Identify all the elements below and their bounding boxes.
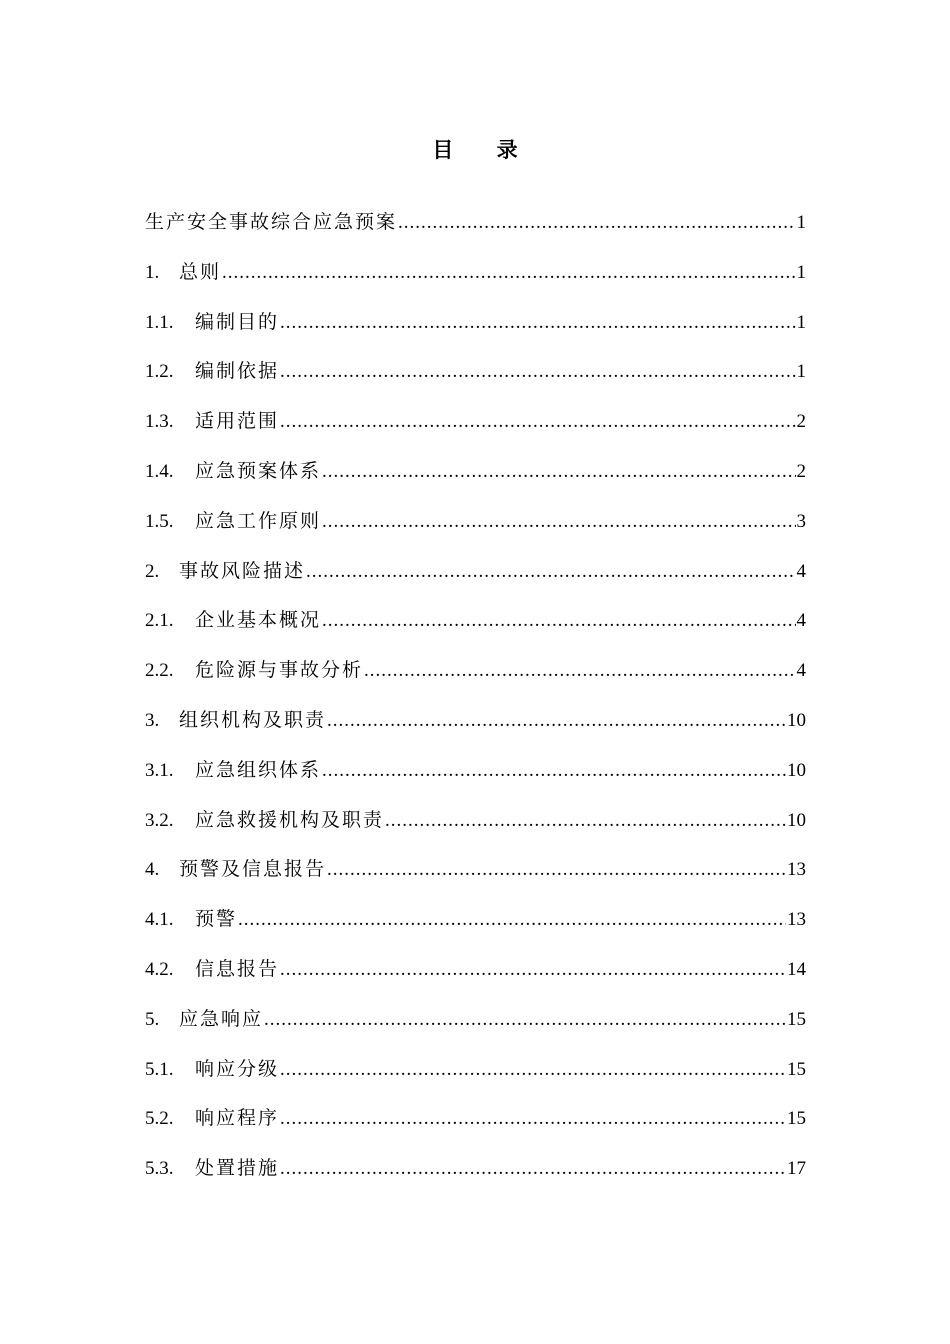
- toc-entry-page-number: 14: [787, 958, 806, 980]
- toc-entry-number: 3.: [145, 709, 160, 731]
- toc-entry-page-number: 10: [787, 709, 806, 731]
- toc-entry[interactable]: [145, 557, 806, 607]
- toc-entry-page-number: 10: [787, 809, 806, 831]
- toc-entry-number: 5.1.: [145, 1058, 174, 1080]
- toc-entry-page-number: 2: [796, 411, 806, 433]
- toc-entry-number: 1.2.: [145, 361, 174, 383]
- toc-dot-leader: [327, 707, 786, 735]
- toc-entry-title: 处置措施: [195, 1157, 280, 1180]
- toc-entry-title: 应急预案体系: [195, 459, 322, 482]
- toc-entry[interactable]: [145, 806, 806, 856]
- toc-entry-title: 适用范围: [195, 410, 280, 433]
- toc-entry-page-number: 4: [796, 610, 806, 632]
- toc-entry[interactable]: [145, 656, 806, 706]
- toc-entry-title: 应急响应: [179, 1007, 264, 1030]
- toc-entry-title: 应急救援机构及职责: [195, 808, 385, 831]
- toc-entry-title: 生产安全事故综合应急预案: [145, 211, 398, 233]
- toc-entry-number: 3.1.: [145, 759, 174, 781]
- toc-entry-page-number: 17: [787, 1158, 806, 1180]
- toc-entry[interactable]: [145, 855, 806, 905]
- toc-dot-leader: [280, 1155, 786, 1183]
- toc-entry-number: 5.3.: [145, 1158, 174, 1180]
- toc-entry-number: 2.2.: [145, 660, 174, 682]
- toc-entry-page-number: 15: [787, 1008, 806, 1030]
- toc-entry-page-number: 3: [796, 510, 806, 532]
- toc-dot-leader: [280, 309, 795, 337]
- toc-dot-leader: [280, 956, 786, 984]
- toc-list: [145, 208, 806, 1204]
- toc-entry-title: 事故风险描述: [179, 559, 306, 582]
- toc-entry-title: 企业基本概况: [195, 609, 322, 632]
- toc-entry-number: 5.: [145, 1008, 160, 1030]
- toc-entry-number: 1.1.: [145, 311, 174, 333]
- toc-entry-title: 危险源与事故分析: [195, 659, 364, 682]
- toc-entry-number: 4.2.: [145, 958, 174, 980]
- toc-entry-page-number: 13: [787, 859, 806, 881]
- toc-entry-page-number: 1: [796, 261, 806, 283]
- toc-entry-number: 2.: [145, 560, 160, 582]
- toc-dot-leader: [364, 657, 795, 685]
- toc-entry-title: 预警: [195, 908, 238, 931]
- toc-entry-title: 编制目的: [195, 310, 280, 333]
- toc-entry-number: 1.4.: [145, 460, 174, 482]
- toc-entry[interactable]: [145, 1104, 806, 1154]
- toc-entry-title: 编制依据: [195, 360, 280, 383]
- toc-entry[interactable]: [145, 507, 806, 557]
- toc-entry-page-number: 15: [787, 1058, 806, 1080]
- toc-dot-leader: [280, 1056, 786, 1084]
- toc-entry-number: 1.5.: [145, 510, 174, 532]
- toc-entry[interactable]: [145, 1055, 806, 1105]
- toc-dot-leader: [327, 856, 786, 884]
- toc-entry-number: 4.: [145, 859, 160, 881]
- toc-entry[interactable]: [145, 308, 806, 358]
- toc-dot-leader: [280, 408, 795, 436]
- toc-entry[interactable]: [145, 457, 806, 507]
- toc-entry-number: 1.3.: [145, 411, 174, 433]
- toc-entry[interactable]: [145, 1154, 806, 1204]
- toc-entry-number: 1.: [145, 261, 160, 283]
- toc-entry-number: 4.1.: [145, 909, 174, 931]
- toc-entry[interactable]: [145, 1005, 806, 1055]
- toc-entry[interactable]: [145, 756, 806, 806]
- toc-dot-leader: [385, 807, 786, 835]
- toc-entry[interactable]: [145, 407, 806, 457]
- toc-entry-page-number: 2: [796, 460, 806, 482]
- toc-entry-title: 预警及信息报告: [179, 858, 327, 881]
- toc-entry[interactable]: [145, 208, 806, 258]
- toc-entry-title: 响应分级: [195, 1057, 280, 1080]
- toc-entry-title: 信息报告: [195, 957, 280, 980]
- toc-dot-leader: [322, 508, 795, 536]
- toc-dot-leader: [322, 757, 786, 785]
- toc-dot-leader: [264, 1006, 786, 1034]
- toc-entry-page-number: 1: [796, 311, 806, 333]
- toc-entry-page-number: 1: [796, 212, 806, 233]
- toc-entry[interactable]: [145, 706, 806, 756]
- toc-entry-page-number: 13: [787, 909, 806, 931]
- toc-entry[interactable]: [145, 606, 806, 656]
- toc-entry[interactable]: [145, 905, 806, 955]
- toc-entry-title: 响应程序: [195, 1107, 280, 1130]
- toc-dot-leader: [306, 558, 795, 586]
- toc-entry-title: 应急工作原则: [195, 509, 322, 532]
- toc-entry-page-number: 10: [787, 759, 806, 781]
- toc-entry-number: 5.2.: [145, 1108, 174, 1130]
- toc-entry-title: 组织机构及职责: [179, 708, 327, 731]
- toc-entry-title: 总则: [179, 260, 222, 283]
- toc-entry-number: 3.2.: [145, 809, 174, 831]
- toc-entry-page-number: 4: [796, 560, 806, 582]
- toc-entry[interactable]: [145, 258, 806, 308]
- toc-entry-page-number: 15: [787, 1108, 806, 1130]
- toc-dot-leader: [280, 358, 795, 386]
- toc-entry[interactable]: [145, 955, 806, 1005]
- toc-dot-leader: [238, 906, 786, 934]
- toc-dot-leader: [322, 458, 795, 486]
- toc-title: 目 录: [432, 137, 536, 162]
- toc-entry-page-number: 4: [796, 660, 806, 682]
- toc-entry-title: 应急组织体系: [195, 758, 322, 781]
- toc-dot-leader: [222, 259, 795, 287]
- toc-entry-number: 2.1.: [145, 610, 174, 632]
- toc-dot-leader: [280, 1105, 786, 1133]
- toc-entry[interactable]: [145, 357, 806, 407]
- toc-dot-leader: [322, 607, 795, 635]
- toc-dot-leader: [398, 209, 795, 237]
- toc-entry-page-number: 1: [796, 361, 806, 383]
